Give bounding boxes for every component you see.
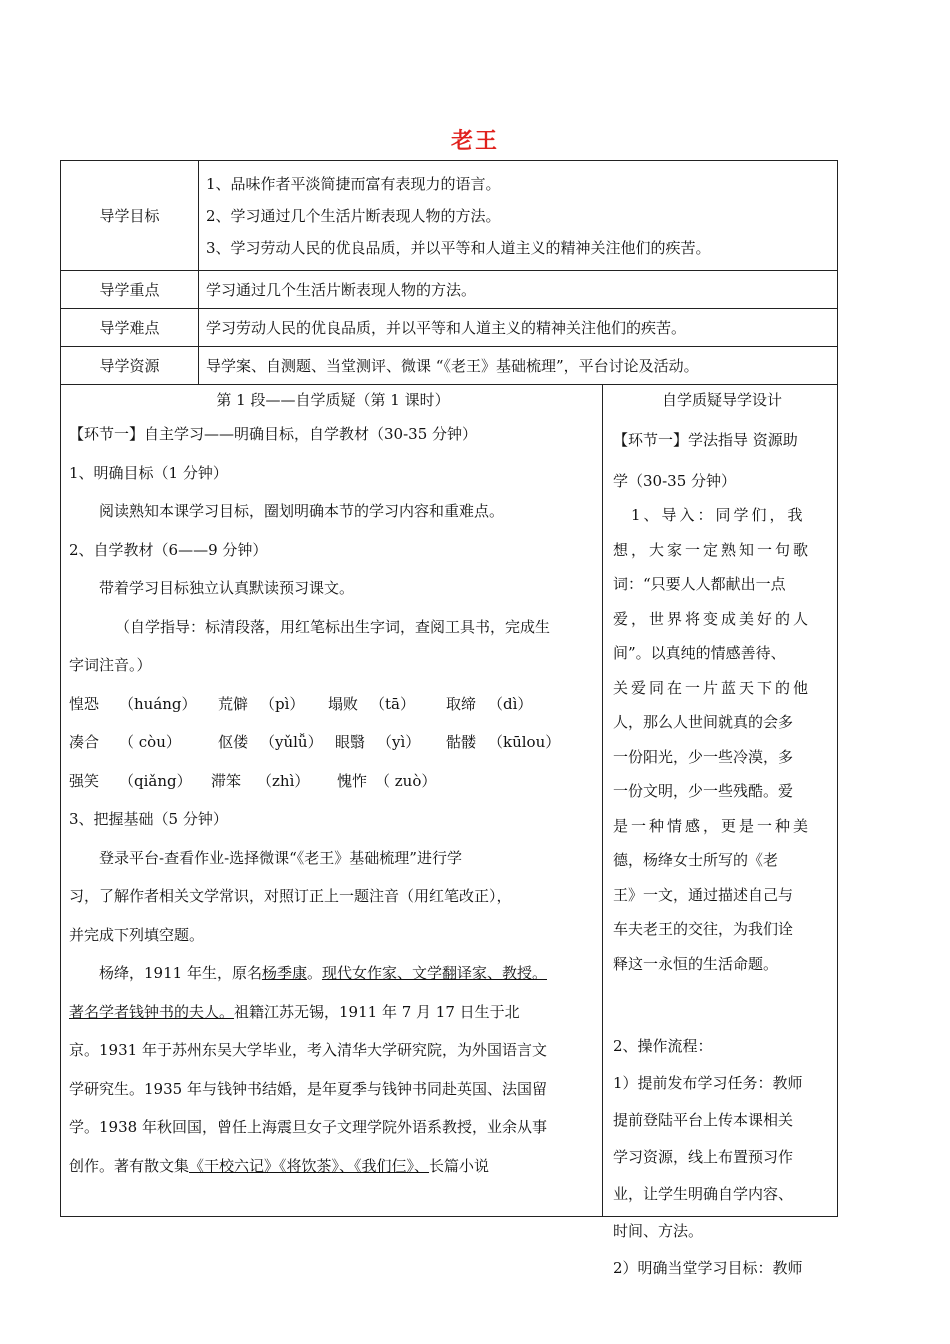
right-line: 是一种情感，更是一种美 <box>613 816 812 835</box>
difficulty-text: 学习劳动人民的优良品质，并以平等和人道主义的精神关注他们的疾苦。 <box>199 309 838 347</box>
bio-text: 。 <box>306 964 322 982</box>
flow-line: 业，让学生明确自学内容、 <box>613 1185 794 1203</box>
right-line: 德，杨绛女士所写的《老 <box>613 851 779 869</box>
vocab-pinyin: （pì） <box>260 694 305 713</box>
bio-line-3: 京。1931 年于苏州东吴大学毕业，考入清华大学研究院，为外国语言文 <box>69 1041 547 1059</box>
right-line: 学（30-35 分钟） <box>613 471 737 490</box>
vocab-word: 骷髅 <box>446 733 477 751</box>
item-3-text-3: 并完成下列填空题。 <box>69 925 205 944</box>
vocab-pinyin: （dì） <box>488 694 533 713</box>
goal-label: 导学目标 <box>61 161 199 271</box>
bio-text: 创作。著有散文集 <box>69 1156 190 1175</box>
right-line: 想，大家一定熟知一句歌 <box>613 540 812 559</box>
goal-3: 3、学习劳动人民的优良品质，并以平等和人道主义的精神关注他们的疾苦。 <box>206 238 711 257</box>
flow-line: 时间、方法。 <box>613 1222 704 1240</box>
vocab-word: 惶恐 <box>69 694 100 713</box>
right-line: 【环节一】学法指导 资源助 <box>613 431 798 449</box>
guide-table <box>60 160 838 385</box>
flow-line: 2）明确当堂学习目标：教师 <box>613 1259 803 1277</box>
vocab-pinyin: （zhì） <box>257 771 310 790</box>
vocab-word: 愧怍 <box>337 771 368 790</box>
vocab-pinyin: （ zuò） <box>375 771 437 790</box>
focus-text: 学习通过几个生活片断表现人物的方法。 <box>199 271 838 309</box>
flow-line: 2、操作流程： <box>613 1037 713 1055</box>
right-line: 间”。以真纯的情感善待、 <box>613 644 786 662</box>
goal-cell <box>199 161 838 271</box>
right-heading: 自学质疑导学设计 <box>661 391 782 409</box>
self-study-column <box>69 385 597 1185</box>
right-line: 一份文明，少一些残酷。爱 <box>613 782 794 800</box>
right-line: 王》一文，通过描述自己与 <box>613 885 794 904</box>
focus-label: 导学重点 <box>61 271 199 309</box>
bio-line-4: 学研究生。1935 年与钱钟书结婚，是年夏季与钱钟书同赴英国、法国留 <box>69 1079 547 1098</box>
column-divider <box>602 385 603 1216</box>
resources-text: 导学案、自测题、当堂测评、微课 “《老王》基础梳理”，平台讨论及活动。 <box>199 347 838 385</box>
right-line: 词：“只要人人都献出一点 <box>613 575 786 593</box>
vocab-row-1 <box>69 685 597 724</box>
vocab-pinyin: （ còu） <box>119 733 181 751</box>
vocab-pinyin: （kūlou） <box>488 733 561 751</box>
vocab-word: 取缔 <box>446 694 477 713</box>
bio-line-2 <box>69 993 597 1032</box>
vocab-pinyin: （yì） <box>377 733 421 751</box>
item-2-text: 带着学习目标独立认真默读预习课文。 <box>99 579 355 597</box>
flow-line: 1）提前发布学习任务：教师 <box>613 1074 803 1092</box>
right-line: 关爱同在一片蓝天下的他 <box>613 678 812 697</box>
vocab-word: 塌败 <box>328 694 359 713</box>
bio-line-6 <box>69 1147 597 1186</box>
lesson-table <box>60 385 838 1277</box>
item-1: 1、明确目标（1 分钟） <box>69 463 228 482</box>
bio-underlined: 《干校六记》《将饮茶》、《我们仨》、 <box>189 1156 430 1175</box>
bio-line-1 <box>69 954 597 993</box>
difficulty-label: 导学难点 <box>61 309 199 347</box>
item-3: 3、把握基础（5 分钟） <box>69 810 228 828</box>
section-1: 【环节一】自主学习——明确目标，自学教材（30-35 分钟） <box>69 425 478 443</box>
right-line: 人，那么人世间就真的会多 <box>613 713 794 731</box>
vocab-pinyin: （yǔlǚ） <box>260 733 323 751</box>
flow-line: 学习资源，线上布置预习作 <box>613 1148 794 1166</box>
bio-underlined: 杨季康 <box>261 964 307 982</box>
vocab-pinyin: （qiǎng） <box>119 771 192 790</box>
vocab-word: 滞笨 <box>211 771 242 790</box>
resources-label: 导学资源 <box>61 347 199 385</box>
vocab-row-3 <box>69 762 597 801</box>
bio-underlined: 著名学者钱钟书的夫人。 <box>69 1002 235 1021</box>
guide-line-1: （自学指导：标清段落，用红笔标出生字词，查阅工具书，完成生 <box>115 617 551 636</box>
bio-text: 祖籍江苏无锡，1911 年 7 月 17 日生于北 <box>234 1002 520 1021</box>
vocab-word: 伛偻 <box>218 733 249 751</box>
guide-line-2: 字词注音。） <box>69 656 152 674</box>
goal-1: 1、品味作者平淡简捷而富有表现力的语言。 <box>206 174 501 193</box>
item-3-text-1: 登录平台-查看作业-选择微课“《老王》基础梳理”进行学 <box>99 848 462 867</box>
right-line: 一份阳光，少一些冷漠，多 <box>613 747 794 766</box>
bio-line-5: 学。1938 年秋回国，曾任上海震旦女子文理学院外语系教授，业余从事 <box>69 1118 547 1136</box>
left-heading: 第 1 段——自学质疑（第 1 课时） <box>216 391 450 409</box>
item-2: 2、自学教材（6——9 分钟） <box>69 540 268 559</box>
vocab-word: 荒僻 <box>218 694 249 713</box>
right-line: 释这一永恒的生活命题。 <box>613 954 779 973</box>
vocab-word: 眼翳 <box>335 733 366 751</box>
vocab-pinyin: （tā） <box>370 694 415 713</box>
item-1-text: 阅读熟知本课学习目标，圈划明确本节的学习内容和重难点。 <box>99 502 505 520</box>
right-line: 爱，世界将变成美好的人 <box>613 609 812 628</box>
page-title: 老王 <box>450 129 499 154</box>
right-line: 车夫老王的交往，为我们诠 <box>613 920 794 938</box>
right-line: 1、导入：同学们，我 <box>613 506 806 524</box>
bio-text: 长篇小说 <box>429 1156 490 1175</box>
bio-underlined: 现代女作家、文学翻译家、教授。 <box>321 964 547 982</box>
design-column <box>613 385 831 1287</box>
goal-2: 2、学习通过几个生活片断表现人物的方法。 <box>206 206 501 225</box>
vocab-word: 凑合 <box>69 733 100 751</box>
item-3-text-2: 习，了解作者相关文学常识，对照订正上一题注音（用红笔改正）， <box>69 887 512 905</box>
vocab-row-2 <box>69 723 597 762</box>
flow-line: 提前登陆平台上传本课相关 <box>613 1111 794 1129</box>
bio-text: 杨绛，1911 年生，原名 <box>99 964 262 982</box>
vocab-pinyin: （huáng） <box>119 694 197 713</box>
vocab-word: 强笑 <box>69 771 100 790</box>
